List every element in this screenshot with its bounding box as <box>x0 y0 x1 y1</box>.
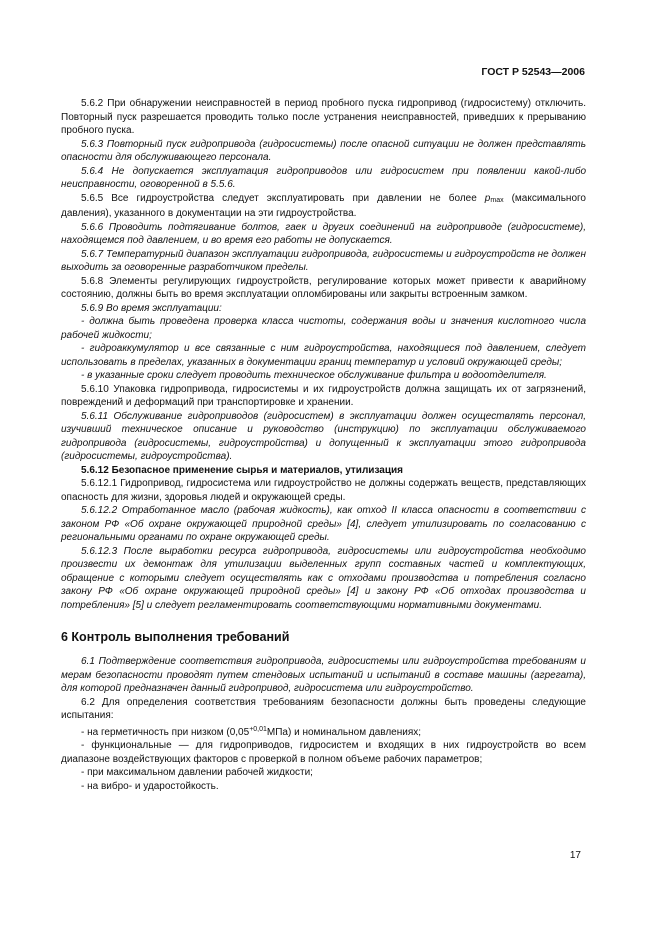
paragraph: 5.6.9 Во время эксплуатации: <box>81 302 222 314</box>
paragraph: 5.6.7 Температурный диапазон эксплуатации гидропривода, гидросистемы и гидроустройств не должен выходить за оговоренные разработчиком пределы. <box>61 248 586 273</box>
pressure-subscript: max <box>490 196 504 204</box>
page-number: 17 <box>569 850 581 861</box>
paragraph: 6.1 Подтверждение соответствия гидропривода, гидросистемы или гидроустройства требованиям и мерам безопасности проводят путем стендовых испытаний и испытаний в составе машины (агрегата), для которой предназначен данный гидропривод, гидросистема или гидроустройство. <box>61 656 586 694</box>
list-item-pressure <box>61 723 586 740</box>
tolerance-superscript: +0,01 <box>249 725 267 733</box>
paragraph: 5.6.2 При обнаружении неисправностей в период пробного пуска гидропривод (гидросистему) отключить. Повторный пуск разрешается проводить только после устранения неисправностей, приведших к прерыванию пробного пуска. <box>61 98 586 136</box>
paragraph: 5.6.10 Упаковка гидропривода, гидросистемы и их гидроустройств должна защищать их от загрязнений, повреждений и деформаций при транспортировке и хранении. <box>61 383 586 408</box>
paragraph: 5.6.3 Повторный пуск гидропривода (гидросистемы) после опасной ситуации не должен представлять опасности для обслуживающего персонала. <box>61 138 586 163</box>
document-body <box>61 97 586 793</box>
document-header: ГОСТ Р 52543—2006 <box>481 66 585 78</box>
subsection-heading: 5.6.12 Безопасное применение сырья и материалов, утилизация <box>81 464 403 476</box>
paragraph: 5.6.8 Элементы регулирующих гидроустройств, регулирование которых может привести к аварийному состоянию, должны быть во время эксплуатации опломбированы или закрыты встроенным замком. <box>61 275 586 300</box>
list-item-pressure-text: - на герметичность при низком (0,05 <box>81 726 250 738</box>
paragraph-pressure-tail: (максимального давления), указанного в документации на эти гидроустройства. <box>61 192 586 219</box>
list-item: - при максимальном давлении рабочей жидкости; <box>81 767 313 778</box>
list-item: - функциональные — для гидроприводов, гидросистем и входящих в них гидроустройств во всем диапазоне воздействующих факторов с проверкой в полном объеме рабочих параметров; <box>61 740 586 765</box>
paragraph: 6.2 Для определения соответствия требованиям безопасности должны быть проведены следующие испытания: <box>61 696 586 721</box>
list-item: - должна быть проведена проверка класса чистоты, содержания воды и значения кислотного числа рабочей жидкости; <box>61 316 586 341</box>
paragraph: 5.6.4 Не допускается эксплуатация гидроприводов или гидросистем при появлении какой-либо неисправности, оговоренной в 5.5.6. <box>61 165 586 190</box>
paragraph: 5.6.12.1 Гидропривод, гидросистема или гидроустройство не должны содержать веществ, представляющих опасность для жизни, здоровья людей и окружающей среды. <box>61 478 586 503</box>
pressure-symbol: p <box>484 192 491 204</box>
section-heading: 6 Контроль выполнения требований <box>61 630 290 644</box>
paragraph-pressure <box>61 192 586 221</box>
paragraph: 5.6.12.3 После выработки ресурса гидропривода, гидросистемы или гидроустройства необходимо произвести их демонтаж для утилизации выделенных групп составных частей и комплектующих, обращение с которыми следует осуществлять как с отходами производства и потребления согласно закону РФ «Об охране окружающей природной среды» [4] и закону РФ «Об отходах производства и потребления» [5] и следует регламентировать соответствующими нормативными документами. <box>61 545 586 611</box>
list-item: - на вибро- и ударостойкость. <box>81 780 219 792</box>
paragraph: 5.6.11 Обслуживание гидроприводов (гидросистем) в эксплуатации должен осуществлять персонал, изучивший техническое описание и руководство (инструкцию) по эксплуатации обслуживаемого гидропривода (гидросистемы, гидроустройства) и допущенный к эксплуатации этого гидропривода (гидросистемы, гидроустройства). <box>61 410 586 462</box>
paragraph: 5.6.12.2 Отработанное масло (рабочая жидкость), как отход II класса опасности в соответствии с законом РФ «Об охране окружающей природной среды» [4], следует утилизировать по согласованию с региональными органами по охране окружающей среды. <box>61 505 586 543</box>
list-item: - в указанные сроки следует проводить техническое обслуживание фильтра и водоотделителя. <box>81 370 547 381</box>
list-item-pressure-tail: МПа) и номинальном давлениях; <box>266 726 422 738</box>
paragraph-pressure-text: 5.6.5 Все гидроустройства следует эксплуатировать при давлении не более <box>81 192 485 204</box>
paragraph: 5.6.6 Проводить подтягивание болтов, гаек и других соединений на гидроприводе (гидросистеме), находящемся под давлением, и во время его работы не допускается. <box>61 221 586 246</box>
list-item: - гидроаккумулятор и все связанные с ним гидроустройства, находящиеся под давлением, следует использовать в пределах, указанных в документации границ температур и условий окружающей среды; <box>61 343 586 368</box>
